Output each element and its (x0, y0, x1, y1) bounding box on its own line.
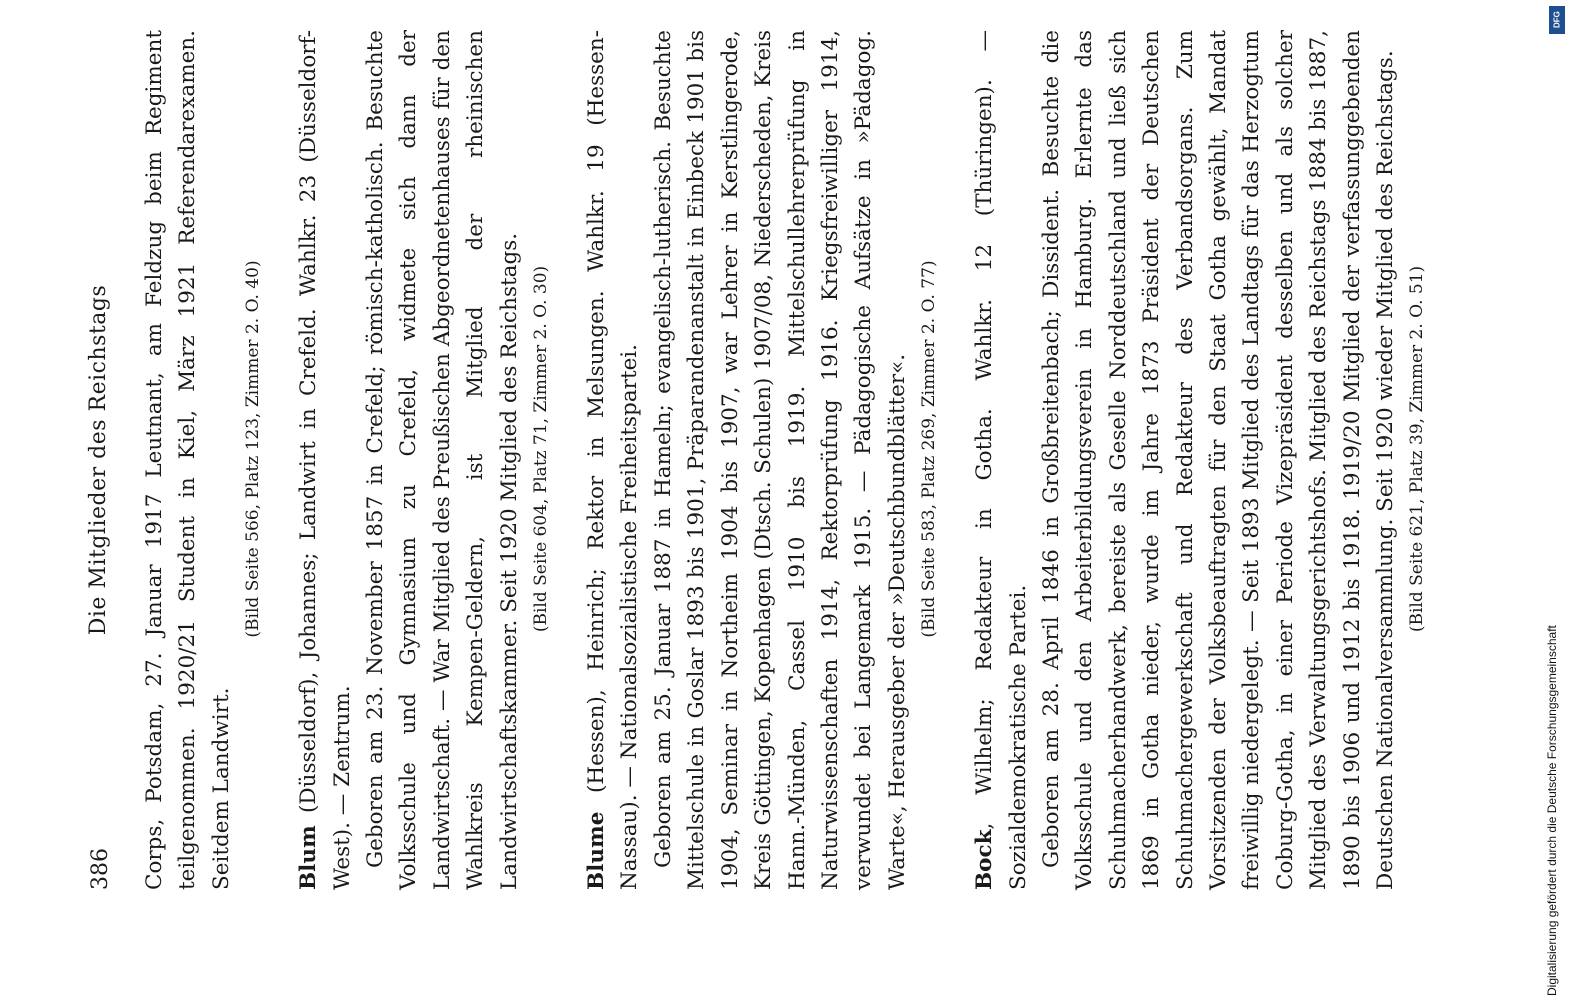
entry-blume (580, 30, 944, 890)
digitization-credit: Digitalisierung gefördert durch die Deutsche Forschungsgemeinschaft (1545, 625, 1559, 996)
entry-paragraph: Geboren am 23. November 1857 in Crefeld; römisch-katholisch. Besuchte Volksschule und Gymnasium zu Crefeld, widmete sich dann der Landwirtschaft. — War Mitglied des Preußischen Abgeordnetenhauses für den Wahlkreis Kempen-Geldern, ist Mitglied der rheinischen Landwirtschaftskammer. Seit 1920 Mitglied des Reichstags. (363, 30, 522, 890)
page-number: 386 (88, 848, 113, 890)
entry-paragraph: Geboren am 28. April 1846 in Großbreitenbach; Dissident. Besuchte die Volksschule und den Arbeiterbildungsverein in Hamburg. Erlernte das Schuhmacherhandwerk, bereiste als Geselle Norddeutschland und ließ sich 1869 in Gotha nieder, wurde im Jahre 1873 Präsident der Deutschen Schuhmachergewerkschaft und Redakteur des Verbandsorgans. Zum Vorsitzenden der Volksbeauftragten für den Staat Gotha gewählt, Mandat freiwillig niedergelegt. — Seit 1893 Mitglied des Landtags für das Herzogtum Coburg-Gotha, in einer Periode Vizepräsident desselben und als solcher Mitglied des Verwaltungsgerichtshofs. Mitglied des Reichstags 1884 bis 1887, 1890 bis 1906 und 1912 bis 1918. 1919/20 Mitglied der verfassunggebenden Deutschen Nationalversammlung. Seit 1920 wieder Mitglied des Reichstags. (1038, 30, 1398, 890)
running-title: Die Mitglieder des Reichstags (86, 284, 111, 636)
entry-blum (292, 30, 556, 890)
rotated-page (80, 0, 1500, 960)
entry-continuation (138, 30, 268, 890)
member-name: Blum (296, 825, 322, 890)
image-reference: (Bild Seite 566, Platz 123, Zimmer 2. O. 40) (243, 260, 264, 638)
dfg-logo-icon: DFG (1549, 6, 1565, 34)
entry-head-text: (Düsseldorf), Johannes; Landwirt in Crefeld. Wahlkr. 23 (Düsseldorf-West). — Zentrum. (296, 30, 355, 890)
member-name: Bock (972, 829, 998, 890)
entry-paragraph: Geboren am 25. Januar 1887 in Hameln; evangelisch-lutherisch. Besuchte Mittelschule in Goslar 1893 bis 1901, Präparandenanstalt in Einbeck 1901 bis 1904, Seminar in Northeim 1904 bis 1907, war Lehrer in Kerstlingerode, Kreis Göttingen, Kopenhagen (Dtsch. Schulen) 1907/08, Niederscheden, Kreis Hann.-Münden, Cassel 1910 bis 1919. Mittelschullehrerprüfung in Naturwissenschaften 1914, Rektorprüfung 1916. Kriegsfreiwilliger 1914, verwundet bei Langemark 1915. — Pädagogische Aufsätze in »Pädagog. Warte«, Herausgeber der »Deutschbundblätter«. (650, 30, 910, 890)
member-name: Blume (584, 811, 610, 890)
entry-heading (968, 30, 1035, 890)
entry-head-text: (Hessen), Heinrich; Rektor in Melsungen. Wahlkr. 19 (Hessen-Nassau). — Nationalsozialistische Freiheitspartei. (584, 30, 643, 890)
entry-paragraph: Corps, Potsdam, 27. Januar 1917 Leutnant, am Feldzug beim Regiment teilgenommen. 1920/21 Student in Kiel, März 1921 Referendarexamen. Seitdem Landwirt. (142, 30, 234, 890)
entry-bock (968, 30, 1432, 890)
running-head (80, 30, 138, 890)
image-reference: (Bild Seite 621, Platz 39, Zimmer 2. O. 51) (1407, 265, 1428, 633)
image-reference: (Bild Seite 604, Platz 71, Zimmer 2. O. 30) (531, 265, 552, 633)
entry-heading (580, 30, 647, 890)
entry-heading (292, 30, 359, 890)
entry-head-text: , Wilhelm; Redakteur in Gotha. Wahlkr. 12 (Thüringen). — Sozialdemokratische Partei. (972, 30, 1031, 890)
image-reference: (Bild Seite 583, Platz 269, Zimmer 2. O. 77) (919, 260, 940, 638)
